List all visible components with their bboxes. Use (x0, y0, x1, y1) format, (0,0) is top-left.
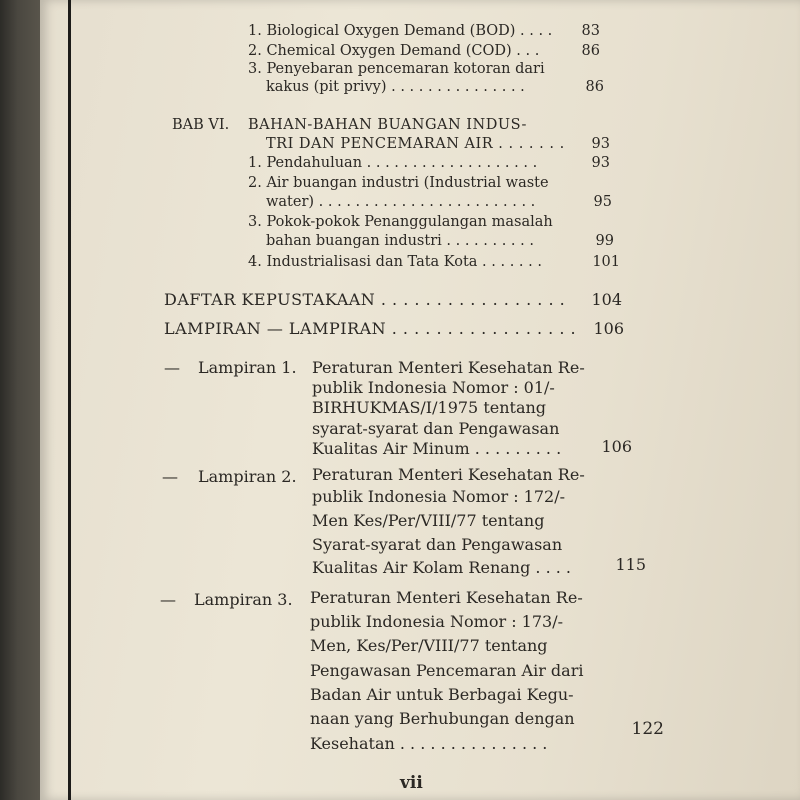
lampiran-1-line: BIRHUKMAS/I/1975 tentang (312, 398, 547, 417)
chapter-title: BAHAN-BAHAN BUANGAN INDUS- (248, 117, 527, 133)
toc-page-99: 99 (595, 233, 614, 249)
toc-entry-lampiran-header: LAMPIRAN — LAMPIRAN . . . . . . . . . . . . . . . . . (164, 319, 577, 338)
lampiran-1-dash: — (164, 358, 180, 377)
lampiran-1-line: publik Indonesia Nomor : 01/- (312, 378, 555, 397)
toc-entry-pokok-pokok-cont: bahan buangan industri . . . . . . . . . . (266, 233, 534, 249)
toc-page-106b: 106 (601, 437, 632, 456)
lampiran-1-line: syarat-syarat dan Pengawasan (312, 419, 560, 438)
page-number: vii (400, 773, 423, 793)
lampiran-3-line: Pengawasan Pencemaran Air dari (310, 661, 584, 680)
toc-page-93a: 93 (591, 136, 610, 152)
toc-entry-cod: 2. Chemical Oxygen Demand (COD) . . . (248, 43, 540, 59)
toc-page-104: 104 (591, 290, 622, 309)
toc-page-115: 115 (615, 555, 646, 574)
toc-entry-pit-privy-cont: kakus (pit privy) . . . . . . . . . . . . . . . (266, 79, 525, 95)
lampiran-3-line: naan yang Berhubungan dengan (310, 709, 575, 728)
lampiran-2-label: Lampiran 2. (198, 467, 297, 486)
toc-page-86a: 86 (581, 43, 600, 59)
book-spine-shadow (0, 0, 44, 800)
toc-entry-pokok-pokok: 3. Pokok-pokok Penanggulangan masalah (248, 214, 553, 230)
lampiran-3-line: Peraturan Menteri Kesehatan Re- (310, 588, 583, 607)
toc-page-93b: 93 (591, 155, 610, 171)
lampiran-2-line: Peraturan Menteri Kesehatan Re- (312, 465, 585, 484)
toc-entry-industrialisasi: 4. Industrialisasi dan Tata Kota . . . . . . . (248, 254, 542, 270)
toc-entry-air-buangan: 2. Air buangan industri (Industrial waste (248, 175, 549, 191)
lampiran-3-label: Lampiran 3. (194, 590, 293, 609)
toc-page-83: 83 (581, 23, 600, 39)
toc-entry-bod: 1. Biological Oxygen Demand (BOD) . . . . (248, 23, 553, 39)
toc-page-101: 101 (592, 254, 620, 270)
lampiran-3-dash: — (160, 590, 176, 609)
lampiran-1-label: Lampiran 1. (198, 358, 297, 377)
lampiran-1-line: Kualitas Air Minum . . . . . . . . . (312, 439, 562, 458)
lampiran-3-line: Badan Air untuk Berbagai Kegu- (310, 685, 574, 704)
toc-entry-pendahuluan: 1. Pendahuluan . . . . . . . . . . . . . . . . . . . (248, 155, 538, 171)
lampiran-2-line: Kualitas Air Kolam Renang . . . . (312, 558, 572, 577)
toc-page-95: 95 (593, 194, 612, 210)
toc-page-106a: 106 (593, 319, 624, 338)
lampiran-1-line: Peraturan Menteri Kesehatan Re- (312, 358, 585, 377)
toc-entry-pit-privy: 3. Penyebaran pencemaran kotoran dari (248, 61, 545, 77)
toc-page-122: 122 (631, 719, 664, 739)
lampiran-3-line: Men, Kes/Per/VIII/77 tentang (310, 636, 548, 655)
lampiran-2-line: Syarat-syarat dan Pengawasan (312, 535, 563, 554)
lampiran-2-line: Men Kes/Per/VIII/77 tentang (312, 511, 545, 530)
lampiran-3-line: publik Indonesia Nomor : 173/- (310, 612, 564, 631)
lampiran-2-dash: — (162, 467, 178, 486)
toc-entry-daftar-kepustakaan: DAFTAR KEPUSTAKAAN . . . . . . . . . . . . . . . . . (164, 290, 566, 309)
toc-entry-air-buangan-cont: water) . . . . . . . . . . . . . . . . . . . . . . . . (266, 194, 536, 210)
chapter-label: BAB VI. (172, 117, 230, 133)
lampiran-3-line: Kesehatan . . . . . . . . . . . . . . . (310, 734, 548, 753)
lampiran-2-line: publik Indonesia Nomor : 172/- (312, 487, 566, 506)
chapter-title-cont: TRI DAN PENCEMARAN AIR . . . . . . . (266, 136, 565, 152)
page-gutter-line (68, 0, 71, 800)
toc-page-86b: 86 (585, 79, 604, 95)
